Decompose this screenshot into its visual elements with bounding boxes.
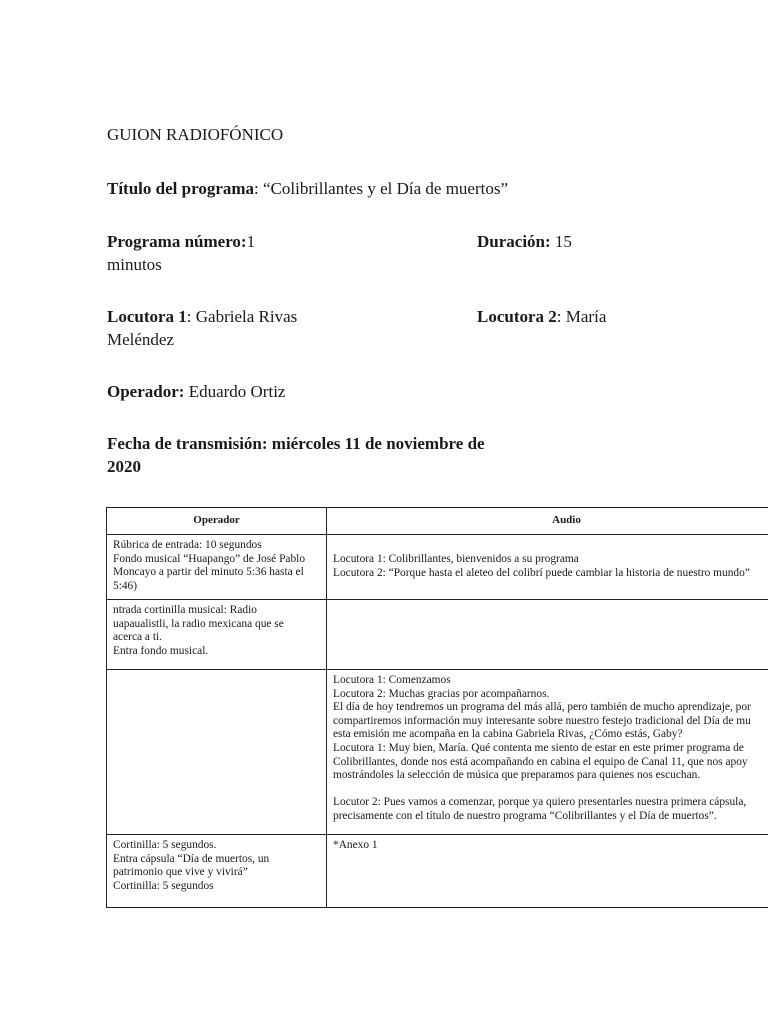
program-number-row — [107, 230, 667, 253]
duration-value: 15 — [550, 232, 572, 251]
program-number-label: Programa número: — [107, 232, 247, 251]
document-type-text: GUION RADIOFÓNICO — [107, 125, 284, 144]
cell-line: esta emisión me acompaña en la cabina Gabriela Rivas, ¿Cómo estás, Gaby? — [333, 728, 683, 741]
cell-line: *Anexo 1 — [333, 839, 378, 851]
cell-line: Colibrillantes, donde nos está acompañando en cabina el equipo de Canal 11, que nos apoy — [333, 755, 748, 768]
cell-line: compartiremos información muy interesante sobre nuestro festejo tradicional del Día de mu — [333, 714, 751, 727]
cell-line: Locutora 1: Muy bien, María. Qué contenta me siento de estar en este primer programa de — [333, 741, 744, 754]
program-title-label: Título del programa — [107, 179, 255, 198]
audio-cell — [327, 670, 768, 835]
cell-line: uapaualistli, la radio mexicana que se — [113, 617, 284, 630]
operator-value: Eduardo Ortiz — [184, 382, 286, 401]
duration-field — [477, 230, 572, 253]
cell-line: Fondo musical “Huapango” de José Pablo — [113, 552, 306, 565]
table-row — [107, 535, 768, 600]
cell-line: acerca a ti. — [113, 631, 162, 644]
locutora1-value: : Gabriela Rivas — [186, 307, 298, 326]
audio-cell — [327, 835, 768, 908]
locutora2-label: Locutora 2 — [477, 307, 557, 326]
broadcast-date-line1 — [107, 432, 485, 455]
cell-line: Cortinilla: 5 segundos — [113, 879, 214, 892]
cell-line: precisamente con el título de nuestro programa “Colibrillantes y el Día de muertos”. — [333, 809, 717, 822]
table-row — [107, 600, 768, 670]
operador-cell — [107, 600, 327, 670]
program-title — [107, 177, 508, 200]
cell-line: Moncayo a partir del minuto 5:36 hasta el — [113, 566, 304, 579]
cell-line: patrimonio que vive y vivirá” — [113, 866, 248, 879]
document-type — [107, 123, 283, 146]
table-row — [107, 835, 768, 908]
paragraph-gap — [333, 783, 768, 797]
cell-line: Locutora 2: Muchas gracias por acompañarnos. — [333, 687, 550, 700]
column-header-operador: Operador — [107, 508, 327, 535]
cell-line: Entra cápsula “Día de muertos, un — [113, 852, 270, 865]
cell-line: Locutora 2: “Porque hasta el aleteo del colibrí puede cambiar la historia de nuestro mundo” — [333, 567, 750, 579]
broadcast-date-year: 2020 — [107, 457, 141, 476]
cell-line: ntrada cortinilla musical: Radio — [113, 604, 257, 616]
locutora1-label: Locutora 1 — [107, 307, 187, 326]
program-number-wrap — [107, 253, 162, 276]
cell-line: El día de hoy tendremos un programa del más allá, pero también de mucho aprendizaje, por — [333, 701, 751, 714]
cell-line: Rúbrica de entrada: 10 segundos — [113, 539, 262, 551]
script-table — [106, 507, 768, 908]
operator-label: Operador: — [107, 382, 185, 401]
cell-line: Entra fondo musical. — [113, 644, 209, 657]
operador-cell — [107, 670, 327, 835]
duration-unit: minutos — [107, 255, 162, 274]
locutora2-value: : María — [556, 307, 607, 326]
broadcast-date-line2 — [107, 455, 141, 478]
column-header-audio: Audio — [327, 508, 768, 535]
cell-line: Locutor 2: Pues vamos a comenzar, porque ya quiero presentarles nuestra primera cápsula, — [333, 796, 747, 809]
cell-line: Cortinilla: 5 segundos. — [113, 839, 217, 851]
operador-cell — [107, 835, 327, 908]
program-number-value: 1 — [246, 232, 256, 251]
table-row — [107, 670, 768, 835]
program-title-value: : “Colibrillantes y el Día de muertos” — [254, 179, 509, 198]
locutora2-field — [477, 305, 606, 328]
cell-line: Locutora 1: Colibrillantes, bienvenidos a su programa — [333, 553, 579, 566]
table-header-row — [107, 508, 768, 535]
operador-cell — [107, 535, 327, 600]
cell-line: Locutora 1: Comenzamos — [333, 674, 451, 686]
operator-row — [107, 380, 285, 403]
duration-label: Duración: — [477, 232, 551, 251]
broadcast-date-text: Fecha de transmisión: miércoles 11 de noviembre de — [107, 434, 485, 453]
cell-line: mostrándoles la selección de música que preparamos para quienes nos escuchan. — [333, 769, 701, 782]
audio-cell — [327, 535, 768, 600]
locutora1-surname: Meléndez — [107, 330, 175, 349]
locutora1-wrap — [107, 328, 174, 351]
cell-line: 5:46) — [113, 579, 138, 592]
audio-cell — [327, 600, 768, 670]
announcers-row — [107, 305, 667, 328]
